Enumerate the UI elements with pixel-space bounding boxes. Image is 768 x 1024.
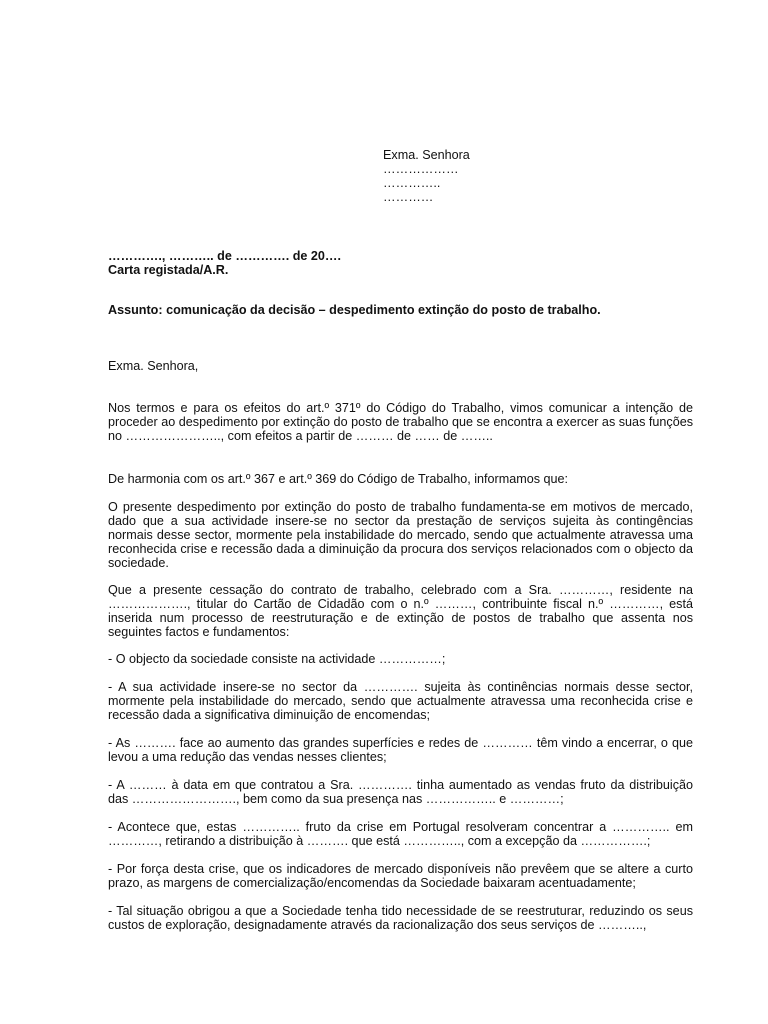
paragraph-presente: O presente despedimento por extinção do posto de trabalho fundamenta-se em motivos de mercado, dado que a sua actividade insere-se no sector da prestação de serviços sujeita às contingências normais desse sector, mormente pela instabilidade do mercado, sendo que actualmente atravessa uma reconhecida crise e recessão dada a diminuição da procura dos serviços relacionados com o objecto da sociedade.: [108, 500, 693, 570]
salutation: Exma. Senhora,: [108, 359, 199, 373]
addressee-name-placeholder: ………………: [383, 161, 459, 176]
list-item-forca: - Por força desta crise, que os indicadores de mercado disponíveis não prevêem que se altere a curto prazo, as margens de comercialização/encomendas da Sociedade baixaram acentuadamente;: [108, 862, 693, 890]
addressee-title: Exma. Senhora: [383, 148, 470, 162]
addressee-block: [383, 149, 643, 205]
list-item-tal: - Tal situação obrigou a que a Sociedade tenha tido necessidade de se reestruturar, reduzindo os seus custos de exploração, designadamente através da racionalização dos seus serviços de ………..,: [108, 904, 693, 932]
dateline-block: [108, 250, 693, 278]
list-item-acontece: - Acontece que, estas ………….. fruto da crise em Portugal resolveram concentrar a ………….. em …………, retirando a distribuição à ………. que está ………….., com a excepção da …………….;: [108, 820, 693, 848]
dateline: …………., ……….. de …………. de 20….: [108, 249, 342, 263]
addressee-address-placeholder: …………..: [383, 175, 441, 190]
list-item-objecto: - O objecto da sociedade consiste na actividade ……………;: [108, 652, 446, 666]
registered-mail-note: Carta registada/A.R.: [108, 262, 229, 277]
list-item-a: - A ……… à data em que contratou a Sra. …………. tinha aumentado as vendas fruto da distribuição das ……………………., bem como da sua presença nas …………….. e …………;: [108, 778, 693, 806]
paragraph-intro: Nos termos e para os efeitos do art.º 371º do Código do Trabalho, vimos comunicar a intenção de proceder ao despedimento por extinção do posto de trabalho que se encontra a exercer as suas funções no ………………….., com efeitos a partir de ……… de …… de ……..: [108, 401, 693, 443]
subject-line: Assunto: comunicação da decisão – despedimento extinção do posto de trabalho.: [108, 303, 601, 317]
paragraph-harmonia: De harmonia com os art.º 367 e art.º 369 do Código de Trabalho, informamos que:: [108, 472, 569, 486]
list-item-actividade: - A sua actividade insere-se no sector da …………. sujeita às continências normais desse sector, mormente pela instabilidade do mercado, sendo que actualmente atravessa uma reconhecida crise e recessão dada a significativa diminuição de encomendas;: [108, 680, 693, 722]
list-item-as: - As ………. face ao aumento das grandes superfícies e redes de ………… têm vindo a encerrar, o que levou a uma redução das vendas nesses clientes;: [108, 736, 693, 764]
addressee-postcode-placeholder: …………: [383, 189, 434, 204]
paragraph-que: Que a presente cessação do contrato de trabalho, celebrado com a Sra. …………, residente na ………………., titular do Cartão de Cidadão com o n.º ………, contribuinte fiscal n.º …………, está inserida num processo de reestruturação e de extinção de postos de trabalho que assenta nos seguintes factos e fundamentos:: [108, 583, 693, 639]
